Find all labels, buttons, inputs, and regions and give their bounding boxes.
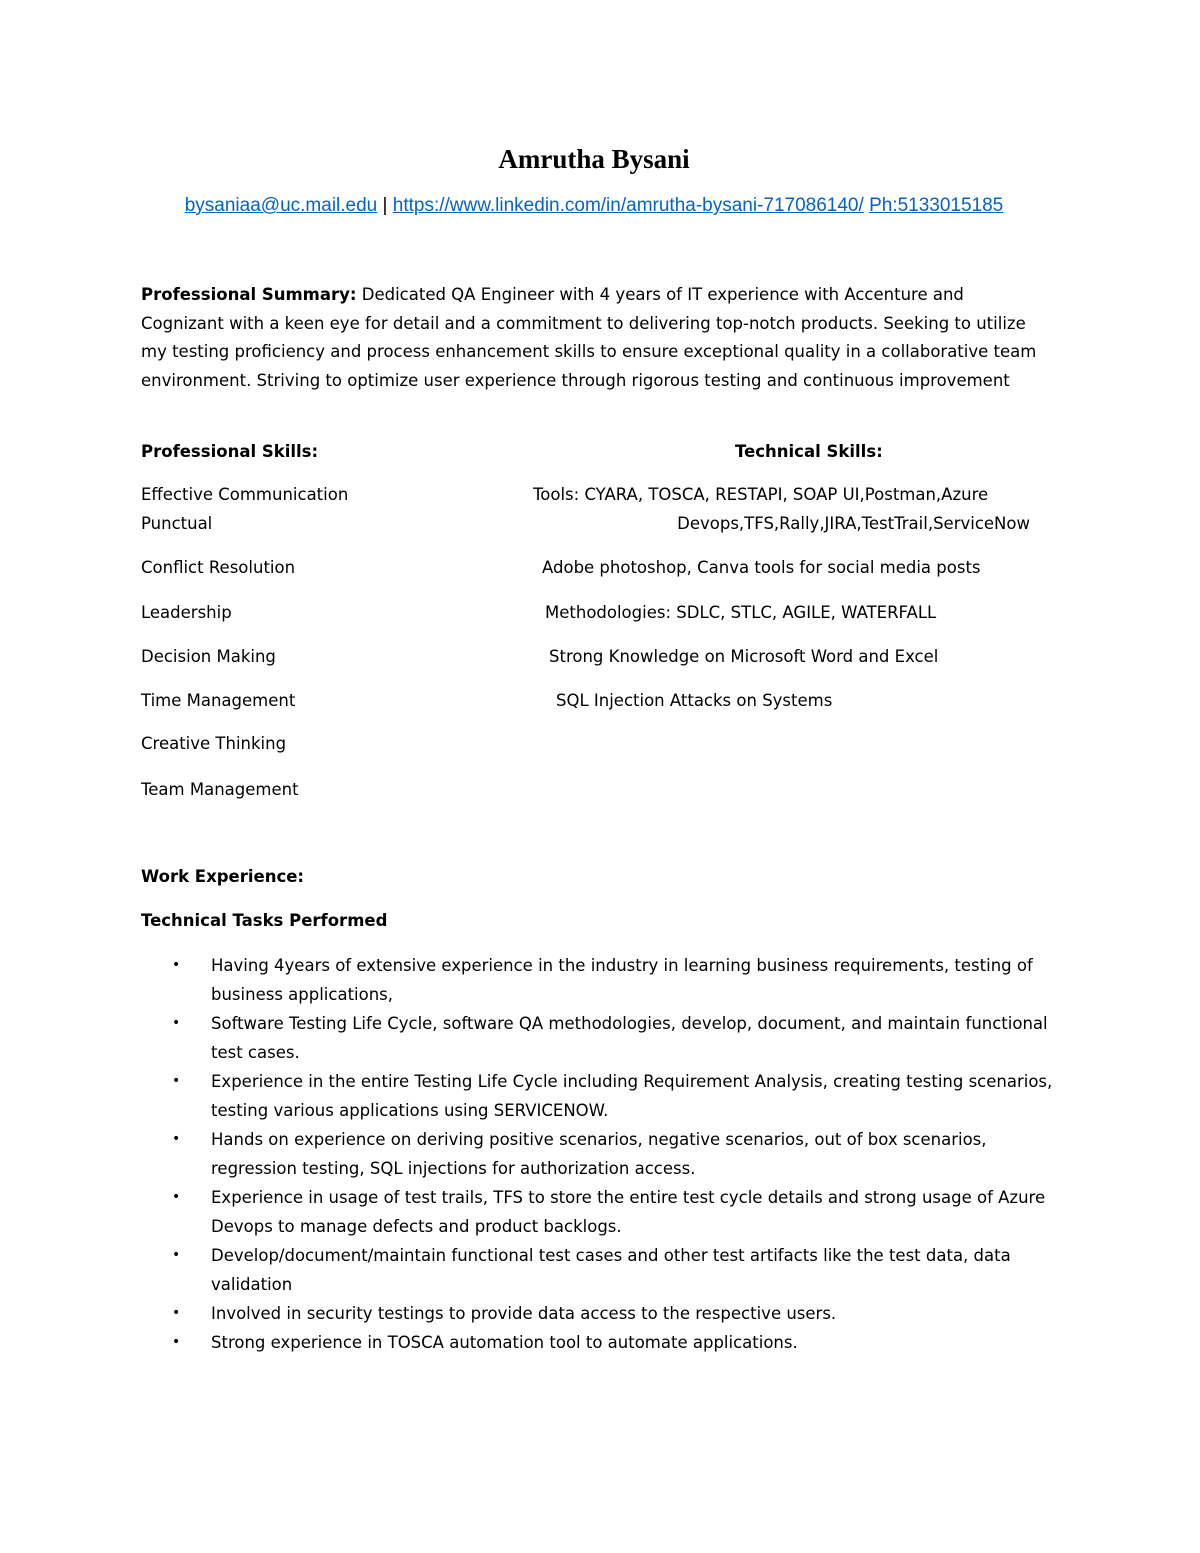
- email-link[interactable]: bysaniaa@uc.mail.edu: [184, 195, 378, 216]
- professional-skills-heading: Professional Skills:: [141, 442, 319, 461]
- professional-skill-item: Conflict Resolution: [141, 558, 296, 577]
- list-item: [141, 1009, 1071, 1067]
- list-item: [141, 1299, 1071, 1328]
- list-item: [141, 1183, 1071, 1241]
- professional-skill-item: Creative Thinking: [141, 734, 287, 753]
- summary-text: Dedicated QA Engineer with 4 years of IT experience with Accenture and Cognizant with a keen eye for detail and a commitment to delivering top-notch products. Seeking to utilize my testing proficiency and process enhancement skills to ensure exceptional quality in a collaborative team environment. Striving to optimize user experience through rigorous testing and continuous improvement: [141, 285, 1037, 390]
- list-item: [141, 951, 1071, 1009]
- bullet-icon: •: [172, 957, 181, 973]
- professional-skill-item: Leadership: [141, 603, 232, 622]
- bullet-icon: •: [172, 1334, 181, 1350]
- task-text: Involved in security testings to provide data access to the respective users.: [211, 1304, 837, 1323]
- task-text: Having 4years of extensive experience in the industry in learning business requirements, testing of business applications,: [211, 956, 1033, 1004]
- professional-skill-item: Punctual: [141, 514, 213, 533]
- task-text: Develop/document/maintain functional test cases and other test artifacts like the test data, data validation: [211, 1246, 1011, 1294]
- technical-skill-item: Devops,TFS,Rally,JIRA,TestTrail,ServiceNow: [677, 514, 1030, 533]
- technical-skills-heading: Technical Skills:: [735, 442, 883, 461]
- task-text: Experience in the entire Testing Life Cycle including Requirement Analysis, creating testing scenarios, testing various applications using SERVICENOW.: [211, 1072, 1053, 1120]
- bullet-icon: •: [172, 1189, 181, 1205]
- technical-skill-item: Adobe photoshop, Canva tools for social media posts: [542, 558, 981, 577]
- professional-summary: [141, 281, 1041, 395]
- professional-skill-item: Decision Making: [141, 647, 276, 666]
- bullet-icon: •: [172, 1015, 181, 1031]
- task-text: Hands on experience on deriving positive scenarios, negative scenarios, out of box scenarios, regression testing, SQL injections for authorization access.: [211, 1130, 987, 1178]
- task-list: [141, 951, 1071, 1357]
- task-text: Strong experience in TOSCA automation tool to automate applications.: [211, 1333, 798, 1352]
- task-text: Experience in usage of test trails, TFS to store the entire test cycle details and strong usage of Azure Devops to manage defects and product backlogs.: [211, 1188, 1046, 1236]
- professional-skill-item: Effective Communication: [141, 485, 349, 504]
- technical-skill-item: Strong Knowledge on Microsoft Word and Excel: [549, 647, 939, 666]
- technical-skill-item: Tools: CYARA, TOSCA, RESTAPI, SOAP UI,Postman,Azure: [533, 485, 989, 504]
- list-item: [141, 1241, 1071, 1299]
- task-text: Software Testing Life Cycle, software QA methodologies, develop, document, and maintain functional test cases.: [211, 1014, 1048, 1062]
- technical-skill-item: Methodologies: SDLC, STLC, AGILE, WATERFALL: [545, 603, 937, 622]
- professional-skill-item: Team Management: [141, 780, 299, 799]
- bullet-icon: •: [172, 1247, 181, 1263]
- list-item: [141, 1328, 1071, 1357]
- technical-skill-item: SQL Injection Attacks on Systems: [556, 691, 833, 710]
- phone-link[interactable]: Ph:5133015185: [869, 195, 1004, 216]
- list-item: [141, 1067, 1071, 1125]
- technical-tasks-heading: Technical Tasks Performed: [141, 911, 388, 930]
- summary-label: Professional Summary:: [141, 285, 357, 304]
- bullet-icon: •: [172, 1131, 181, 1147]
- list-item: [141, 1125, 1071, 1183]
- linkedin-link[interactable]: https://www.linkedin.com/in/amrutha-bysani-717086140/: [392, 195, 864, 216]
- contact-separator: |: [382, 195, 388, 216]
- contact-line: [0, 192, 1188, 220]
- bullet-icon: •: [172, 1305, 181, 1321]
- work-experience-heading: Work Experience:: [141, 867, 305, 886]
- bullet-icon: •: [172, 1073, 181, 1089]
- professional-skill-item: Time Management: [141, 691, 296, 710]
- candidate-name: Amrutha Bysani: [498, 144, 690, 174]
